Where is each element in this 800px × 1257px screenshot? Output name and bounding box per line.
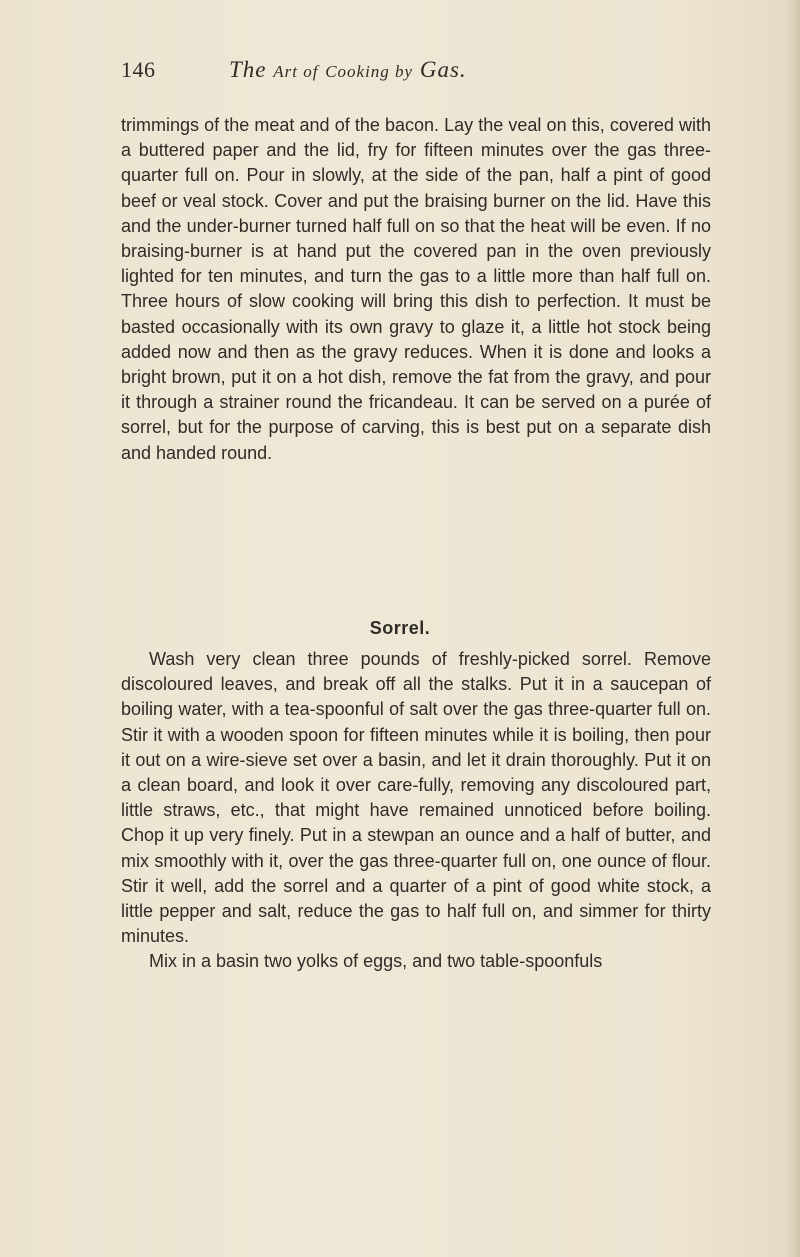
running-header	[121, 57, 681, 93]
title-word-cooking: Cooking by	[325, 62, 414, 81]
title-word-the: The	[229, 57, 267, 82]
title-word-gas: Gas.	[419, 57, 467, 82]
page-number: 146	[121, 57, 156, 82]
body-text-top	[121, 113, 711, 466]
paragraph-sorrel: Wash very clean three pounds of freshly-picked sorrel. Remove discoloured leaves, and break off all the stalks. Put it in a saucepan of boiling water, with a tea-spoonful of salt over the gas three-quarter full on. Stir it with a wooden spoon for fifteen minutes while it is boiling, then pour it out on a wire-sieve set over a basin, and let it drain thoroughly. Put it on a clean board, and look it over care-fully, removing any discoloured part, little straws, etc., that might have remained unnoticed before boiling. Chop it up very finely. Put in a stewpan an ounce and a half of butter, and mix smoothly with it, over the gas three-quarter full on, one ounce of flour. Stir it well, add the sorrel and a quarter of a pint of good white stock, a little pepper and salt, reduce the gas to half full on, and simmer for thirty minutes.	[121, 649, 711, 947]
running-title	[229, 57, 467, 83]
paragraph-eggs: Mix in a basin two yolks of eggs, and two table-spoonfuls	[149, 951, 603, 972]
body-text-sorrel	[121, 647, 711, 975]
paragraph-fricandeau-continued: trimmings of the meat and of the bacon. Lay the veal on this, covered with a buttered paper and the lid, fry for fifteen minutes over the gas three-quarter full on. Pour in slowly, at the side of the pan, half a pint of good beef or veal stock. Cover and put the braising burner on the lid. Have this and the under-burner turned half full on so that the heat will be even. If no braising-burner is at hand put the covered pan in the oven previously lighted for ten minutes, and turn the gas to a little more than half full on. Three hours of slow cooking will bring this dish to perfection. It must be basted occasionally with its own gravy to glaze it, a little hot stock being added now and then as the gravy reduces. When it is done and looks a bright brown, put it on a hot dish, remove the fat from the gravy, and pour it through a strainer round the fricandeau. It can be served on a purée of sorrel, but for the purpose of carving, this is best put on a separate dish and handed round.	[121, 115, 711, 463]
section-heading-sorrel: Sorrel.	[369, 618, 431, 638]
title-word-art: Art of	[273, 62, 319, 81]
